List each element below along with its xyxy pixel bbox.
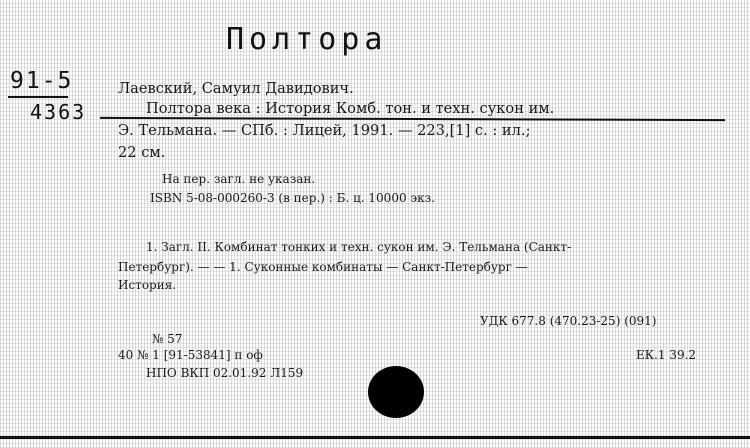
punch-hole xyxy=(368,366,424,418)
card-bottom-edge xyxy=(0,436,750,439)
binding-note: На пер. загл. не указан. xyxy=(162,172,316,186)
subject-line-2: Петербург). — — 1. Суконные комбинаты — Санкт-Петербург — xyxy=(118,260,528,274)
handwritten-underline xyxy=(100,117,725,121)
author-heading: Лаевский, Самуил Давидович. xyxy=(118,80,354,97)
handwritten-title: Полтора xyxy=(226,22,388,57)
subject-line-3: История. xyxy=(118,278,177,292)
catalog-code-line: 40 № 1 [91-53841] п оф xyxy=(118,348,263,362)
udc-code: УДК 677.8 (470.23-25) (091) xyxy=(480,314,657,328)
handwritten-shelf-mark: 91-5 xyxy=(10,68,74,94)
ek-code: ЕК.1 39.2 xyxy=(636,348,697,362)
handwritten-inventory-number: 4363 xyxy=(30,100,87,124)
isbn-line: ISBN 5-08-000260-3 (в пер.) : Б. ц. 10000 экз. xyxy=(150,191,435,205)
publisher-stamp-line: НПО ВКП 02.01.92 Л159 xyxy=(146,366,304,380)
subject-line-1: 1. Загл. II. Комбинат тонких и техн. сукон им. Э. Тельмана (Санкт- xyxy=(146,240,572,254)
title-line-3: 22 см. xyxy=(118,144,166,161)
shelf-mark-divider xyxy=(8,96,68,98)
title-line-1: Полтора века : История Комб. тон. и техн. сукон им. xyxy=(146,100,555,117)
title-line-2: Э. Тельмана. — СПб. : Лицей, 1991. — 223,[1] с. : ил.; xyxy=(118,122,531,139)
card-number: № 57 xyxy=(152,332,183,346)
